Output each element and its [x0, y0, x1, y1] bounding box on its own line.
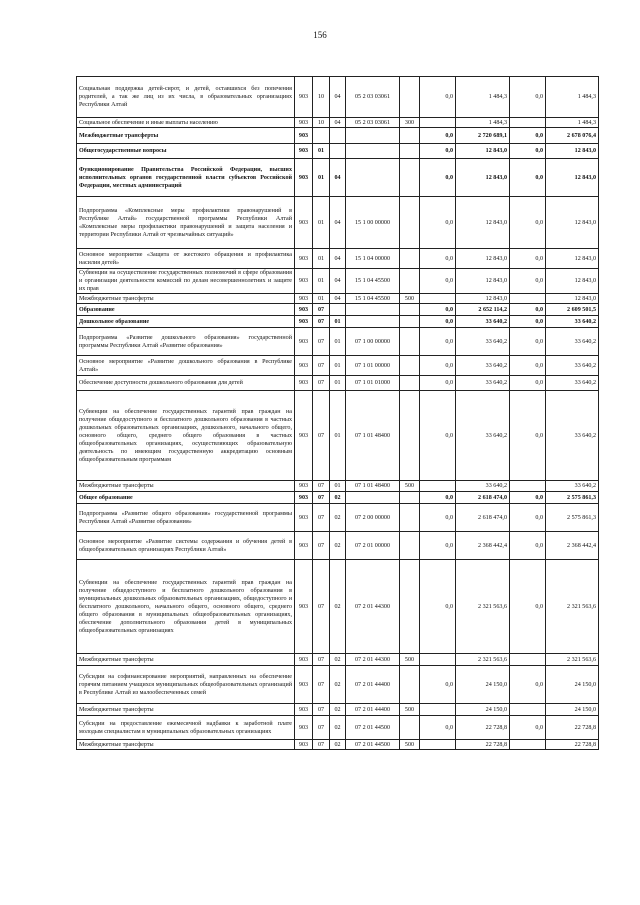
- budget-table: [76, 76, 599, 750]
- row-name: Функционирование Правительства Российской Федерации, высших исполнительных органов государственной власти субъектов Российской Федерации, местных администраций: [77, 159, 295, 197]
- row-name: Межбюджетные трансферты: [77, 481, 295, 492]
- table-row: [77, 654, 599, 666]
- row-value-3: 0,0: [510, 666, 546, 704]
- row-value-1: 0,0: [420, 376, 456, 391]
- row-expense-type: [400, 269, 420, 294]
- row-subsection: 04: [330, 197, 346, 249]
- row-admin-code: 903: [295, 197, 313, 249]
- row-section: 01: [313, 144, 330, 159]
- table-row: [77, 118, 599, 128]
- row-value-4: 2 575 861,3: [546, 492, 599, 504]
- row-expense-type: [400, 128, 420, 144]
- row-value-1: 0,0: [420, 666, 456, 704]
- row-value-3: 0,0: [510, 391, 546, 481]
- row-subsection: [330, 144, 346, 159]
- row-admin-code: 903: [295, 294, 313, 304]
- row-value-4: 24 150,0: [546, 666, 599, 704]
- row-subsection: 02: [330, 704, 346, 716]
- row-value-3: 0,0: [510, 716, 546, 740]
- row-value-1: 0,0: [420, 504, 456, 532]
- row-expense-type: [400, 304, 420, 316]
- row-section: 07: [313, 481, 330, 492]
- row-subsection: 04: [330, 249, 346, 269]
- row-value-4: 2 678 076,4: [546, 128, 599, 144]
- row-expense-type: 500: [400, 740, 420, 750]
- row-value-1: [420, 118, 456, 128]
- row-section: 07: [313, 740, 330, 750]
- row-section: 07: [313, 304, 330, 316]
- table-row: [77, 294, 599, 304]
- table-row: [77, 391, 599, 481]
- row-value-2: 2 321 563,6: [456, 560, 510, 654]
- row-target-article: 07 2 01 44400: [346, 704, 400, 716]
- row-subsection: 01: [330, 316, 346, 328]
- row-subsection: 02: [330, 716, 346, 740]
- row-target-article: [346, 144, 400, 159]
- row-value-2: 33 640,2: [456, 376, 510, 391]
- row-value-3: [510, 481, 546, 492]
- row-value-2: 22 728,8: [456, 716, 510, 740]
- row-name: Социальная поддержка детей-сирот, и детей, оставшихся без попечения родителей, а так же лиц из их числа, в образовательных организациях Республики Алтай: [77, 77, 295, 118]
- row-section: 07: [313, 328, 330, 356]
- row-target-article: 07 1 01 48400: [346, 391, 400, 481]
- row-section: 10: [313, 118, 330, 128]
- row-value-3: 0,0: [510, 77, 546, 118]
- row-section: 10: [313, 77, 330, 118]
- table-row: [77, 481, 599, 492]
- row-target-article: 15 1 04 00000: [346, 249, 400, 269]
- row-admin-code: 903: [295, 716, 313, 740]
- row-value-3: 0,0: [510, 376, 546, 391]
- row-subsection: [330, 304, 346, 316]
- row-expense-type: [400, 532, 420, 560]
- row-section: 07: [313, 391, 330, 481]
- row-subsection: 01: [330, 328, 346, 356]
- row-admin-code: 903: [295, 532, 313, 560]
- row-section: [313, 128, 330, 144]
- row-target-article: [346, 492, 400, 504]
- row-section: 01: [313, 294, 330, 304]
- row-value-4: 12 843,0: [546, 197, 599, 249]
- row-target-article: [346, 159, 400, 197]
- row-admin-code: 903: [295, 391, 313, 481]
- row-target-article: 07 1 01 01000: [346, 376, 400, 391]
- row-section: 07: [313, 356, 330, 376]
- row-admin-code: 903: [295, 654, 313, 666]
- row-name: Межбюджетные трансферты: [77, 740, 295, 750]
- row-value-3: 0,0: [510, 316, 546, 328]
- row-value-4: 2 609 501,5: [546, 304, 599, 316]
- row-value-1: 0,0: [420, 197, 456, 249]
- table-row: [77, 144, 599, 159]
- row-value-4: 12 843,0: [546, 159, 599, 197]
- row-target-article: 07 1 01 00000: [346, 356, 400, 376]
- row-value-1: 0,0: [420, 249, 456, 269]
- row-name: Межбюджетные трансферты: [77, 294, 295, 304]
- row-value-4: 22 728,8: [546, 740, 599, 750]
- row-name: Общее образование: [77, 492, 295, 504]
- row-target-article: 07 1 01 48400: [346, 481, 400, 492]
- table-row: [77, 560, 599, 654]
- row-subsection: 02: [330, 740, 346, 750]
- row-target-article: 07 2 00 00000: [346, 504, 400, 532]
- row-expense-type: [400, 197, 420, 249]
- row-admin-code: 903: [295, 560, 313, 654]
- row-subsection: 02: [330, 492, 346, 504]
- row-admin-code: 903: [295, 504, 313, 532]
- row-admin-code: 903: [295, 304, 313, 316]
- row-value-2: 12 843,0: [456, 294, 510, 304]
- row-target-article: 07 2 01 44500: [346, 740, 400, 750]
- row-name: Субвенции на осуществление государственных полномочий в сфере образования и организации деятельности комиссий по делам несовершеннолетних и защите их прав: [77, 269, 295, 294]
- row-value-1: 0,0: [420, 316, 456, 328]
- row-value-1: 0,0: [420, 128, 456, 144]
- row-subsection: 02: [330, 560, 346, 654]
- row-value-3: 0,0: [510, 304, 546, 316]
- row-target-article: 15 1 04 45500: [346, 294, 400, 304]
- table-row: [77, 316, 599, 328]
- row-value-1: 0,0: [420, 492, 456, 504]
- row-value-4: 12 843,0: [546, 144, 599, 159]
- row-value-2: 33 640,2: [456, 316, 510, 328]
- row-value-3: 0,0: [510, 144, 546, 159]
- row-value-1: 0,0: [420, 716, 456, 740]
- row-name: Подпрограмма «Комплексные меры профилактики правонарушений в Республике Алтай» государственной программы Республики Алтай «Комплексные меры профилактики правонарушений и защита населения и территории Республики Алтай от чрезвычайных ситуаций»: [77, 197, 295, 249]
- row-name: Субсидии на предоставление ежемесячной надбавки к заработной плате молодым специалистам в муниципальных образовательных организациях: [77, 716, 295, 740]
- row-subsection: 04: [330, 159, 346, 197]
- row-value-2: 2 720 689,1: [456, 128, 510, 144]
- row-value-4: 12 843,0: [546, 294, 599, 304]
- row-admin-code: 903: [295, 481, 313, 492]
- row-section: 07: [313, 532, 330, 560]
- row-value-3: 0,0: [510, 249, 546, 269]
- row-value-2: 12 843,0: [456, 144, 510, 159]
- row-subsection: 04: [330, 269, 346, 294]
- row-section: 01: [313, 159, 330, 197]
- table-row: [77, 128, 599, 144]
- row-subsection: 01: [330, 356, 346, 376]
- row-admin-code: 903: [295, 492, 313, 504]
- row-value-2: 33 640,2: [456, 356, 510, 376]
- table-row: [77, 704, 599, 716]
- row-expense-type: [400, 249, 420, 269]
- row-value-1: [420, 481, 456, 492]
- row-expense-type: 500: [400, 294, 420, 304]
- row-expense-type: 500: [400, 704, 420, 716]
- row-name: Субсидии на софинансирование мероприятий, направленных на обеспечение горячим питанием учащихся муниципальных общеобразовательных организаций в Республике Алтай из малообеспеченных семей: [77, 666, 295, 704]
- row-value-4: 12 843,0: [546, 269, 599, 294]
- row-section: 07: [313, 716, 330, 740]
- row-value-2: 33 640,2: [456, 328, 510, 356]
- row-subsection: 01: [330, 481, 346, 492]
- row-value-3: 0,0: [510, 492, 546, 504]
- row-section: 01: [313, 269, 330, 294]
- row-expense-type: [400, 77, 420, 118]
- table-row: [77, 356, 599, 376]
- row-value-4: 33 640,2: [546, 481, 599, 492]
- table-row: [77, 77, 599, 118]
- row-name: Субвенции на обеспечение государственных гарантий прав граждан на получение общедоступного и бесплатного дошкольного образования в муниципальных дошкольных образовательных организациях, общедоступного и бесплатного дошкольного, начального общего, основного общего, среднего общего образования в муниципальных общеобразовательных организациях, обеспечение дополнительного образования детей в муниципальных общеобразовательных организациях: [77, 560, 295, 654]
- row-admin-code: 903: [295, 77, 313, 118]
- row-value-4: 33 640,2: [546, 356, 599, 376]
- row-value-1: 0,0: [420, 560, 456, 654]
- row-expense-type: [400, 376, 420, 391]
- row-expense-type: [400, 504, 420, 532]
- row-name: Межбюджетные трансферты: [77, 704, 295, 716]
- row-value-4: 33 640,2: [546, 376, 599, 391]
- table-row: [77, 376, 599, 391]
- row-value-2: 22 728,8: [456, 740, 510, 750]
- table-row: [77, 269, 599, 294]
- table-row: [77, 197, 599, 249]
- row-value-1: 0,0: [420, 304, 456, 316]
- row-value-3: [510, 740, 546, 750]
- row-value-4: 2 321 563,6: [546, 560, 599, 654]
- row-value-2: 12 843,0: [456, 159, 510, 197]
- table-row: [77, 716, 599, 740]
- row-name: Подпрограмма «Развитие дошкольного образования» государственной программы Республики Алтай «Развитие образования»: [77, 328, 295, 356]
- row-expense-type: 500: [400, 481, 420, 492]
- row-subsection: 04: [330, 77, 346, 118]
- row-value-4: 22 728,8: [546, 716, 599, 740]
- row-value-1: 0,0: [420, 77, 456, 118]
- row-value-3: [510, 654, 546, 666]
- row-target-article: 07 2 01 44300: [346, 560, 400, 654]
- row-name: Обеспечение доступности дошкольного образования для детей: [77, 376, 295, 391]
- row-target-article: 07 2 01 44300: [346, 654, 400, 666]
- row-value-4: 2 321 563,6: [546, 654, 599, 666]
- row-admin-code: 903: [295, 356, 313, 376]
- row-name: Межбюджетные трансферты: [77, 654, 295, 666]
- row-value-3: [510, 294, 546, 304]
- row-admin-code: 903: [295, 118, 313, 128]
- row-value-3: 0,0: [510, 159, 546, 197]
- row-value-3: 0,0: [510, 504, 546, 532]
- row-expense-type: [400, 328, 420, 356]
- row-value-2: 1 484,3: [456, 118, 510, 128]
- table-row: [77, 532, 599, 560]
- row-value-1: [420, 704, 456, 716]
- row-value-4: 24 150,0: [546, 704, 599, 716]
- row-subsection: 02: [330, 654, 346, 666]
- row-name: Основное мероприятие «Защита от жестокого обращения и профилактика насилия детей»: [77, 249, 295, 269]
- row-expense-type: 500: [400, 654, 420, 666]
- row-expense-type: [400, 356, 420, 376]
- row-value-2: 12 843,0: [456, 197, 510, 249]
- row-target-article: [346, 316, 400, 328]
- row-name: Социальное обеспечение и иные выплаты населению: [77, 118, 295, 128]
- row-expense-type: [400, 391, 420, 481]
- row-value-4: 33 640,2: [546, 316, 599, 328]
- row-value-3: 0,0: [510, 532, 546, 560]
- row-admin-code: 903: [295, 740, 313, 750]
- row-name: Образование: [77, 304, 295, 316]
- row-value-2: 33 640,2: [456, 481, 510, 492]
- row-value-1: 0,0: [420, 532, 456, 560]
- row-value-2: 33 640,2: [456, 391, 510, 481]
- row-value-2: 2 321 563,6: [456, 654, 510, 666]
- row-section: 07: [313, 504, 330, 532]
- row-admin-code: 903: [295, 376, 313, 391]
- row-admin-code: 903: [295, 328, 313, 356]
- table-row: [77, 740, 599, 750]
- row-value-4: 33 640,2: [546, 328, 599, 356]
- row-name: Общегосударственные вопросы: [77, 144, 295, 159]
- row-value-2: 2 368 442,4: [456, 532, 510, 560]
- row-value-1: [420, 294, 456, 304]
- row-subsection: [330, 128, 346, 144]
- row-subsection: 01: [330, 391, 346, 481]
- row-subsection: 02: [330, 532, 346, 560]
- row-value-4: 2 368 442,4: [546, 532, 599, 560]
- row-value-1: 0,0: [420, 328, 456, 356]
- row-value-1: 0,0: [420, 269, 456, 294]
- row-target-article: 07 1 00 00000: [346, 328, 400, 356]
- row-subsection: 02: [330, 504, 346, 532]
- row-value-1: [420, 654, 456, 666]
- row-target-article: 07 2 01 00000: [346, 532, 400, 560]
- row-subsection: 01: [330, 376, 346, 391]
- row-name: Подпрограмма «Развитие общего образования» государственной программы Республики Алтай «Развитие образования»: [77, 504, 295, 532]
- row-section: 01: [313, 249, 330, 269]
- page-number: 156: [313, 30, 327, 40]
- row-value-4: 1 484,3: [546, 118, 599, 128]
- row-admin-code: 903: [295, 704, 313, 716]
- row-subsection: 04: [330, 294, 346, 304]
- row-expense-type: [400, 492, 420, 504]
- row-expense-type: [400, 716, 420, 740]
- row-value-2: 2 618 474,0: [456, 504, 510, 532]
- row-value-3: 0,0: [510, 269, 546, 294]
- table-row: [77, 492, 599, 504]
- budget-rows: [77, 77, 599, 750]
- row-expense-type: [400, 159, 420, 197]
- row-value-3: 0,0: [510, 560, 546, 654]
- row-section: 07: [313, 654, 330, 666]
- row-value-1: 0,0: [420, 356, 456, 376]
- row-value-2: 2 618 474,0: [456, 492, 510, 504]
- row-expense-type: [400, 666, 420, 704]
- row-target-article: 15 1 04 45500: [346, 269, 400, 294]
- row-section: 07: [313, 666, 330, 704]
- row-target-article: 07 2 01 44500: [346, 716, 400, 740]
- table-row: [77, 249, 599, 269]
- row-value-4: 1 484,3: [546, 77, 599, 118]
- row-value-2: 24 150,0: [456, 666, 510, 704]
- row-value-3: [510, 704, 546, 716]
- row-value-3: [510, 118, 546, 128]
- table-row: [77, 504, 599, 532]
- row-admin-code: 903: [295, 316, 313, 328]
- table-row: [77, 304, 599, 316]
- row-target-article: 07 2 01 44400: [346, 666, 400, 704]
- row-value-4: 12 843,0: [546, 249, 599, 269]
- row-section: 07: [313, 316, 330, 328]
- row-value-1: 0,0: [420, 144, 456, 159]
- row-value-4: 33 640,2: [546, 391, 599, 481]
- row-admin-code: 903: [295, 249, 313, 269]
- row-admin-code: 903: [295, 269, 313, 294]
- row-value-2: 24 150,0: [456, 704, 510, 716]
- row-section: 07: [313, 704, 330, 716]
- row-target-article: [346, 304, 400, 316]
- row-expense-type: 300: [400, 118, 420, 128]
- row-value-3: 0,0: [510, 197, 546, 249]
- row-section: 07: [313, 492, 330, 504]
- row-target-article: [346, 128, 400, 144]
- row-subsection: 02: [330, 666, 346, 704]
- row-target-article: 05 2 03 03061: [346, 77, 400, 118]
- row-name: Дошкольное образование: [77, 316, 295, 328]
- row-section: 01: [313, 197, 330, 249]
- row-value-3: 0,0: [510, 128, 546, 144]
- row-admin-code: 903: [295, 159, 313, 197]
- row-target-article: 15 1 00 00000: [346, 197, 400, 249]
- row-value-2: 1 484,3: [456, 77, 510, 118]
- row-target-article: 05 2 03 03061: [346, 118, 400, 128]
- row-admin-code: 903: [295, 128, 313, 144]
- row-expense-type: [400, 316, 420, 328]
- row-section: 07: [313, 560, 330, 654]
- row-value-1: [420, 740, 456, 750]
- row-value-2: 12 843,0: [456, 249, 510, 269]
- row-section: 07: [313, 376, 330, 391]
- row-value-2: 12 843,0: [456, 269, 510, 294]
- row-expense-type: [400, 560, 420, 654]
- row-admin-code: 903: [295, 144, 313, 159]
- row-name: Межбюджетные трансферты: [77, 128, 295, 144]
- row-admin-code: 903: [295, 666, 313, 704]
- row-name: Основное мероприятие «Развитие системы содержания и обучения детей в общеобразовательных организациях Республики Алтай»: [77, 532, 295, 560]
- row-name: Основное мероприятие «Развитие дошкольного образования в Республике Алтай»: [77, 356, 295, 376]
- row-value-4: 2 575 861,3: [546, 504, 599, 532]
- table-row: [77, 159, 599, 197]
- row-subsection: 04: [330, 118, 346, 128]
- row-name: Субвенции на обеспечение государственных гарантий прав граждан на получение общедоступного и бесплатного дошкольного образования в частных дошкольных образовательных организациях, дошкольного, начального общего, основного общего, среднего общего образования в частных общеобразовательных организациях, осуществляющих образовательную деятельность по имеющим государственную аккредитацию основным общеобразовательным программам: [77, 391, 295, 481]
- row-value-3: 0,0: [510, 356, 546, 376]
- table-row: [77, 666, 599, 704]
- row-expense-type: [400, 144, 420, 159]
- row-value-1: 0,0: [420, 391, 456, 481]
- table-row: [77, 328, 599, 356]
- row-value-1: 0,0: [420, 159, 456, 197]
- row-value-2: 2 652 114,2: [456, 304, 510, 316]
- row-value-3: 0,0: [510, 328, 546, 356]
